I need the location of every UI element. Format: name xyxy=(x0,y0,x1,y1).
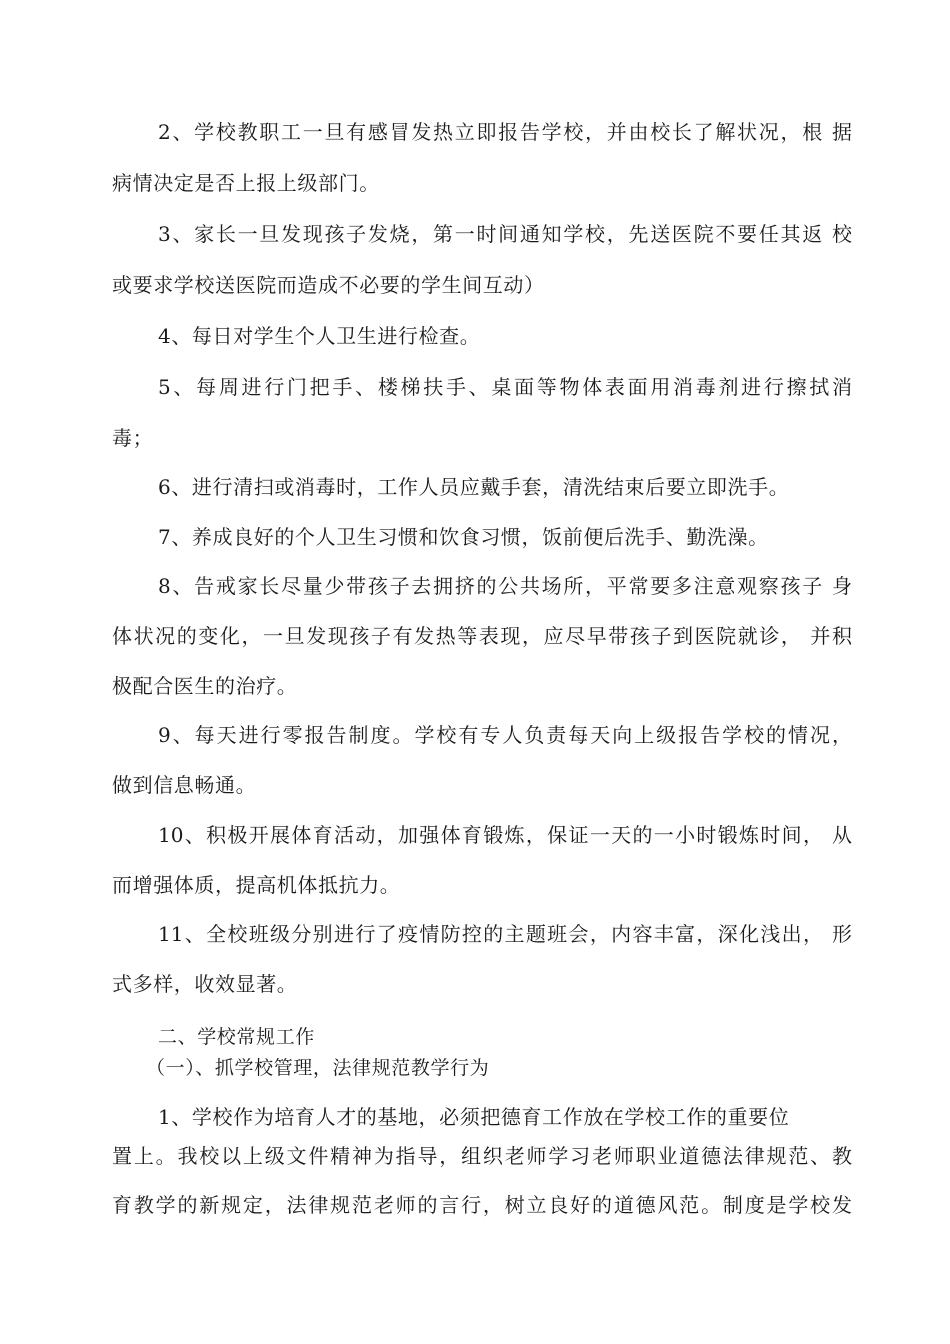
paragraph-line: 育教学的新规定，法律规范老师的言行，树立良好的道德风范。制度是学校发 xyxy=(112,1193,852,1217)
paragraph-line: 2、学校教职工一旦有感冒发热立即报告学校，并由校长了解状况，根 据 xyxy=(158,120,852,144)
paragraph-line: 置上。我校以上级文件精神为指导，组织老师学习老师职业道德法律规范、教 xyxy=(112,1144,852,1168)
paragraph-line: 9、每天进行零报告制度。学校有专人负责每天向上级报告学校的情况， xyxy=(158,723,852,747)
paragraph-line: 毒； xyxy=(112,426,154,450)
paragraph-line: 极配合医生的治疗。 xyxy=(112,674,298,698)
section-heading: 二、学校常规工作 xyxy=(158,1026,315,1048)
paragraph-line: 3、家长一旦发现孩子发烧，第一时间通知学校，先送医院不要任其返 校 xyxy=(158,222,852,246)
paragraph-line: 7、养成良好的个人卫生习惯和饮食习惯，饭前便后洗手、勤洗澡。 xyxy=(158,525,769,549)
paragraph-line: 做到信息畅通。 xyxy=(112,773,257,797)
paragraph-line: 5、每周进行门把手、楼梯扶手、桌面等物体表面用消毒剂进行擦拭消 xyxy=(158,375,852,399)
paragraph-line: 1、学校作为培育人才的基地，必须把德育工作放在学校工作的重要位 xyxy=(158,1105,790,1129)
paragraph-line: 6、进行清扫或消毒时，工作人员应戴手套，清洗结束后要立即洗手。 xyxy=(158,475,790,499)
subsection-heading: （一）、抓学校管理，法律规范教学行为 xyxy=(146,1057,490,1079)
paragraph-line: 体状况的变化，一旦发现孩子有发热等表现，应尽早带孩子到医院就诊， 并积 xyxy=(112,624,852,648)
paragraph-line: 4、每日对学生个人卫生进行检查。 xyxy=(158,324,481,348)
paragraph-line: 式多样，收效显著。 xyxy=(112,972,298,996)
paragraph-line: 8、告戒家长尽量少带孩子去拥挤的公共场所，平常要多注意观察孩子 身 xyxy=(158,574,852,598)
paragraph-line: 11、全校班级分别进行了疫情防控的主题班会，内容丰富，深化浅出， 形 xyxy=(158,922,852,946)
paragraph-line: 而增强体质，提高机体抵抗力。 xyxy=(112,873,401,897)
paragraph-line: 10、积极开展体育活动，加强体育锻炼，保证一天的一小时锻炼时间， 从 xyxy=(158,823,852,847)
paragraph-line: 或要求学校送医院而造成不必要的学生间互动） xyxy=(112,273,545,297)
paragraph-line: 病情决定是否上报上级部门。 xyxy=(112,171,380,195)
